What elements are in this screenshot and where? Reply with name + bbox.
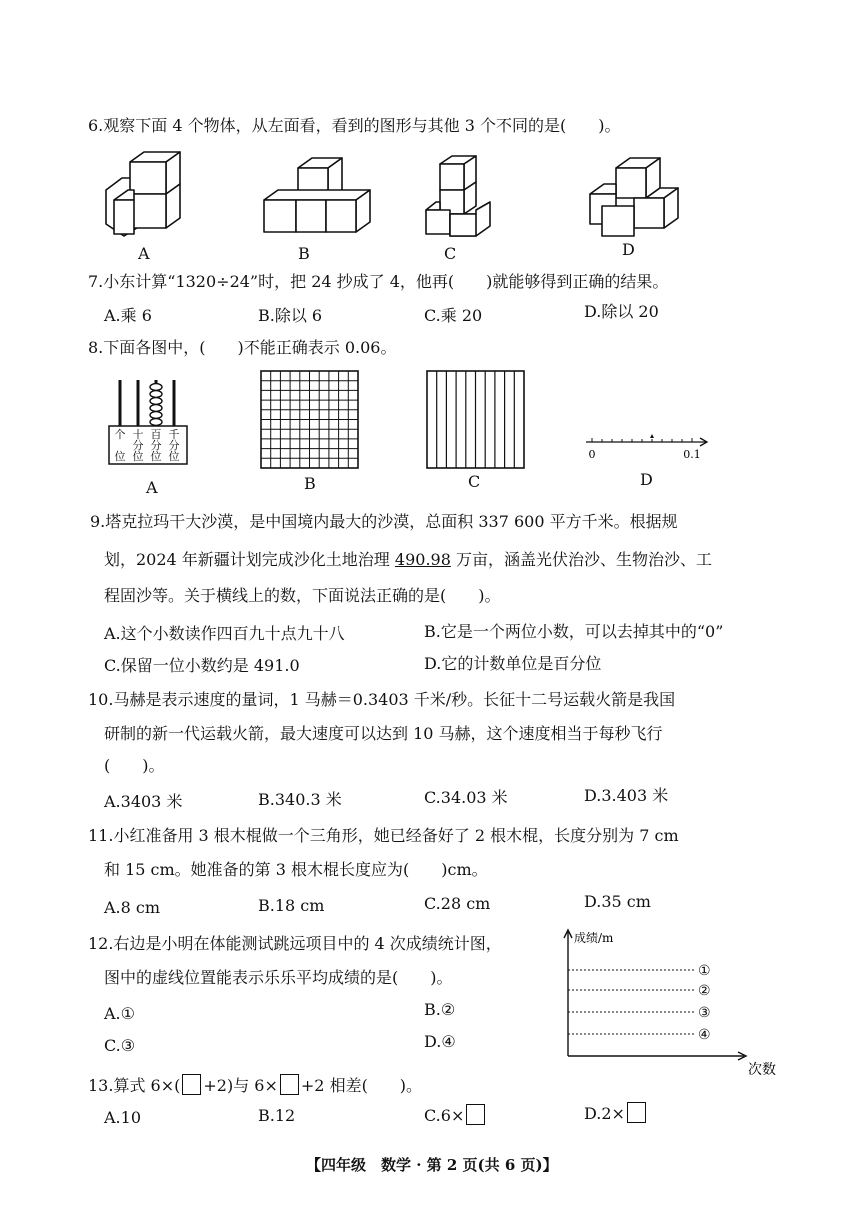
- q8-stem: 8.下面各图中，( )不能正确表示 0.06。: [88, 338, 397, 357]
- q6-figure-c: [426, 156, 490, 236]
- q8-tenth-strips: [426, 370, 526, 470]
- q7-option-a: A.乘 6: [104, 306, 152, 325]
- q11-option-c: C.28 cm: [424, 894, 491, 913]
- q10-option-b: B.340.3 米: [258, 790, 342, 809]
- chart-mark-2: ②: [698, 983, 711, 999]
- q10-option-a: A.3403 米: [104, 792, 183, 811]
- blank-box: [182, 1074, 201, 1095]
- q11-line1: 11.小红准备用 3 根木棍做一个三角形，她已经备好了 2 根木棍，长度分别为 7 cm: [88, 826, 679, 845]
- q6-label-b: B: [298, 244, 310, 263]
- abacus-col-hundredths-2: 分: [150, 439, 162, 452]
- q12-option-a: A.①: [104, 1004, 135, 1023]
- abacus-bead: [150, 419, 162, 426]
- q6-label-d: D: [622, 240, 635, 259]
- q8-number-line: [582, 434, 712, 466]
- abacus-col-thousandths-3: 位: [168, 450, 180, 463]
- abacus-col-ones-2: 位: [114, 450, 126, 463]
- q9-line2-post: 万亩，涵盖光伏治沙、生物治沙、工: [450, 550, 712, 569]
- chart-mark-4: ④: [698, 1027, 711, 1043]
- q10-option-d: D.3.403 米: [584, 786, 669, 805]
- abacus-col-thousandths-2: 分: [168, 439, 180, 452]
- abacus-col-thousandths-1: 千: [168, 428, 180, 441]
- number-line-start: 0: [588, 448, 596, 461]
- abacus-bead: [150, 384, 162, 391]
- q13-option-c-text: C.6×: [424, 1106, 465, 1125]
- q10-line2: 研制的新一代运载火箭，最大速度可以达到 10 马赫，这个速度相当于每秒飞行: [104, 724, 663, 743]
- q12-line2: 图中的虚线位置能表示乐乐平均成绩的是( )。: [104, 968, 453, 987]
- q6-label-a: A: [138, 244, 150, 263]
- q11-option-b: B.18 cm: [258, 896, 325, 915]
- q8-label-d: D: [640, 470, 653, 489]
- q11-option-a: A.8 cm: [104, 898, 161, 917]
- q13-part2: +2)与 6×: [203, 1076, 278, 1095]
- q8-abacus: [108, 376, 192, 466]
- q7-option-c: C.乘 20: [424, 306, 483, 325]
- q9-option-c: C.保留一位小数约是 491.0: [104, 656, 300, 675]
- q6-label-c: C: [444, 244, 457, 263]
- q13-stem: [88, 1074, 422, 1096]
- q9-option-b: B.它是一个两位小数，可以去掉其中的“0”: [424, 622, 724, 641]
- blank-box: [627, 1102, 646, 1123]
- blank-box: [466, 1104, 485, 1125]
- q9-line2-pre: 划，2024 年新疆计划完成沙化土地治理: [104, 550, 395, 569]
- page-footer: 【四年级 数学 · 第 2 页(共 6 页)】: [306, 1156, 558, 1174]
- chart-mark-1: ①: [698, 963, 711, 979]
- abacus-bead: [150, 412, 162, 419]
- q12-option-c: C.③: [104, 1036, 136, 1055]
- q8-label-a: A: [146, 478, 158, 497]
- abacus-col-tenths-2: 分: [132, 439, 144, 452]
- abacus-col-hundredths-1: 百: [150, 428, 162, 441]
- abacus-col-ones-1: 个: [114, 428, 126, 441]
- q13-option-d-text: D.2×: [584, 1104, 625, 1123]
- q13-part1: 13.算式 6×(: [88, 1076, 181, 1095]
- chart-mark-3: ③: [698, 1005, 711, 1021]
- q6-figure-a: [106, 152, 180, 236]
- q13-option-c: [424, 1104, 487, 1126]
- q8-label-b: B: [304, 474, 316, 493]
- number-line-end: 0.1: [683, 448, 701, 461]
- q11-option-d: D.35 cm: [584, 892, 651, 911]
- blank-box: [280, 1074, 299, 1095]
- q12-option-d: D.④: [424, 1032, 456, 1051]
- q9-underlined-number: 490.98: [394, 550, 451, 569]
- q7-option-b: B.除以 6: [258, 306, 323, 325]
- q13-part3: +2 相差( )。: [300, 1076, 423, 1095]
- chart-x-label: 次数: [748, 1062, 776, 1078]
- q13-option-d: [584, 1102, 648, 1124]
- abacus-col-hundredths-3: 位: [150, 450, 162, 463]
- q9-option-d: D.它的计数单位是百分位: [424, 654, 602, 673]
- q9-line2: [104, 550, 712, 570]
- q12-line1: 12.右边是小明在体能测试跳远项目中的 4 次成绩统计图，: [88, 934, 502, 953]
- q10-line1: 10.马赫是表示速度的量词，1 马赫＝0.3403 千米/秒。长征十二号运载火箭是我国: [88, 690, 676, 709]
- q9-line3: 程固沙等。关于横线上的数，下面说法正确的是( )。: [104, 586, 501, 605]
- q12-chart: [560, 928, 780, 1078]
- abacus-bead: [150, 398, 162, 405]
- q6-stem: 6.观察下面 4 个物体，从左面看，看到的图形与其他 3 个不同的是( )。: [88, 116, 621, 135]
- q7-stem: 7.小东计算“1320÷24”时，把 24 抄成了 4，他再( )就能够得到正确的结果。: [88, 272, 669, 291]
- q13-option-b: B.12: [258, 1106, 296, 1125]
- abacus-col-tenths-3: 位: [132, 450, 144, 463]
- abacus-bead: [150, 405, 162, 412]
- q8-label-c: C: [468, 472, 481, 491]
- abacus-col-tenths-1: 十: [132, 428, 144, 441]
- q10-option-c: C.34.03 米: [424, 788, 508, 807]
- chart-y-label: 成绩/m: [574, 931, 614, 945]
- q9-option-a: A.这个小数读作四百九十点九十八: [104, 624, 345, 643]
- q8-hundred-grid: [260, 370, 360, 470]
- q11-line2: 和 15 cm。她准备的第 3 根木棍长度应为( )cm。: [104, 860, 488, 879]
- abacus-bead: [150, 391, 162, 398]
- q6-figure-d: [590, 158, 678, 236]
- q12-option-b: B.②: [424, 1000, 456, 1019]
- q10-line3: ( )。: [104, 756, 165, 775]
- q6-figure-b: [264, 158, 370, 232]
- q9-line1: 9.塔克拉玛干大沙漠，是中国境内最大的沙漠，总面积 337 600 平方千米。根据规: [90, 512, 678, 531]
- q13-option-a: A.10: [104, 1108, 141, 1127]
- q7-option-d: D.除以 20: [584, 302, 659, 321]
